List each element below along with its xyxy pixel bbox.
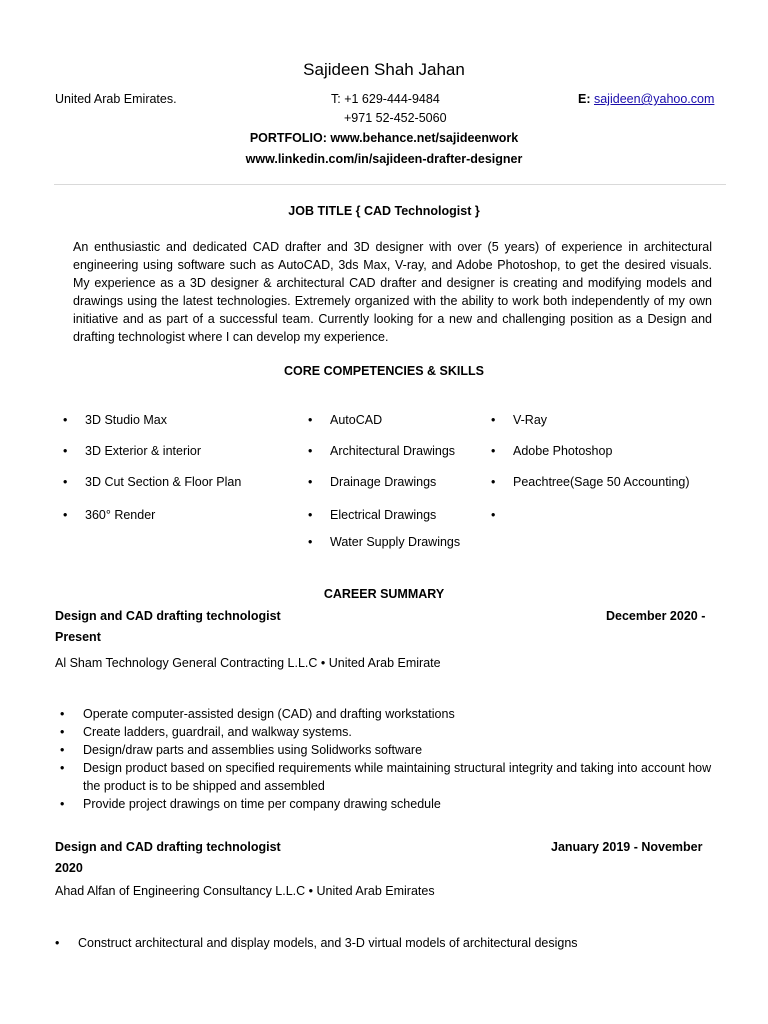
skill-label: Drainage Drawings [330, 475, 437, 489]
skills-heading: CORE COMPETENCIES & SKILLS [283, 364, 485, 378]
skill-label: Electrical Drawings [330, 508, 437, 522]
location: United Arab Emirates. [55, 92, 177, 106]
skill-label: Peachtree(Sage 50 Accounting) [513, 475, 690, 489]
list-item [308, 475, 437, 489]
header-divider [54, 184, 726, 185]
duty-text: Design/draw parts and assemblies using Solidworks software [83, 743, 423, 757]
job-2-company: Ahad Alfan of Engineering Consultancy L.L.C • United Arab Emirates [55, 884, 435, 898]
job-1-title: Design and CAD drafting technologist [55, 609, 281, 623]
skill-label: 3D Cut Section & Floor Plan [85, 475, 242, 489]
bullet-icon: • [60, 797, 65, 811]
duty-text: Design product based on specified requirements while maintaining structural integrity and taking into account how the product is to be shipped and assembled [83, 761, 712, 793]
bullet-icon: • [308, 535, 313, 549]
list-item [60, 723, 715, 741]
list-item [60, 759, 715, 795]
skill-label: V-Ray [513, 413, 548, 427]
list-item [60, 795, 715, 813]
skill-label: AutoCAD [330, 413, 383, 427]
job-2-dates-end: 2020 [55, 861, 83, 875]
list-item [63, 413, 167, 427]
email-label: E: [578, 92, 591, 106]
skill-label: 360° Render [85, 508, 156, 522]
list-item [308, 444, 456, 458]
job-1-dates: December 2020 - [606, 609, 706, 623]
bullet-icon: • [63, 508, 68, 522]
professional-summary: An enthusiastic and dedicated CAD drafter and 3D designer with over (5 years) of experience in architectural engineering using software such as AutoCAD, 3ds Max, V-ray, and Adobe Photoshop, to get the desired visuals. My experience as a 3D designer & architectural CAD drafter and designer is creating and modifying models and drawings using the latest technologies. Extremely organized with the ability to work both independently of my own initiative and as part of a successful team. Currently looking for a new and challenging position as a Design and drafting technologist where I can develop my experience. [73, 240, 712, 344]
job-2-title: Design and CAD drafting technologist [55, 840, 281, 854]
list-item [491, 444, 613, 458]
job-2-duties [55, 934, 710, 952]
bullet-icon: • [60, 743, 65, 757]
skill-label: Adobe Photoshop [513, 444, 613, 458]
job-1-company: Al Sham Technology General Contracting L.L.C • United Arab Emirate [55, 656, 441, 670]
list-item [308, 508, 437, 522]
bullet-icon: • [491, 413, 496, 427]
bullet-icon: • [55, 936, 60, 950]
candidate-name: Sajideen Shah Jahan [303, 60, 465, 79]
skill-label: 3D Studio Max [85, 413, 167, 427]
bullet-icon: • [308, 413, 313, 427]
bullet-icon: • [491, 508, 496, 522]
job-2-dates: January 2019 - November [551, 840, 703, 854]
bullet-icon: • [60, 761, 65, 775]
list-item [491, 413, 548, 427]
bullet-icon: • [63, 475, 68, 489]
bullet-icon: • [63, 413, 68, 427]
job-title: JOB TITLE { CAD Technologist } [288, 204, 480, 218]
duty-text: Construct architectural and display models, and 3-D virtual models of architectural designs [78, 936, 578, 950]
linkedin-link[interactable]: www.linkedin.com/in/sajideen-drafter-designer [245, 152, 523, 166]
bullet-icon: • [63, 444, 68, 458]
bullet-icon: • [308, 475, 313, 489]
list-item [491, 475, 690, 489]
bullet-icon: • [60, 707, 65, 721]
duty-text: Provide project drawings on time per company drawing schedule [83, 797, 441, 811]
bullet-icon: • [491, 475, 496, 489]
list-item [63, 444, 202, 458]
skill-label: Architectural Drawings [330, 444, 456, 458]
list-item [60, 741, 715, 759]
list-item [60, 705, 715, 723]
email-link[interactable]: sajideen@yahoo.com [593, 92, 715, 106]
duty-text: Operate computer-assisted design (CAD) and drafting workstations [83, 707, 455, 721]
bullet-icon: • [308, 444, 313, 458]
list-item [63, 508, 156, 522]
job-1-duties [60, 705, 715, 813]
phone-secondary: +971 52-452-5060 [344, 111, 447, 125]
bullet-icon: • [60, 725, 65, 739]
bullet-icon: • [491, 444, 496, 458]
duty-text: Create ladders, guardrail, and walkway systems. [83, 725, 352, 739]
list-item [308, 535, 461, 549]
skill-label: Water Supply Drawings [330, 535, 461, 549]
portfolio-link[interactable]: PORTFOLIO: www.behance.net/sajideenwork [249, 131, 519, 145]
phone-primary: T: +1 629-444-9484 [331, 92, 440, 106]
list-item [308, 413, 383, 427]
job-1-dates-end: Present [55, 630, 101, 644]
list-item [63, 475, 242, 489]
list-item [55, 934, 710, 952]
bullet-icon: • [308, 508, 313, 522]
career-heading: CAREER SUMMARY [323, 587, 445, 601]
skill-label: 3D Exterior & interior [85, 444, 202, 458]
email-line [578, 92, 714, 106]
